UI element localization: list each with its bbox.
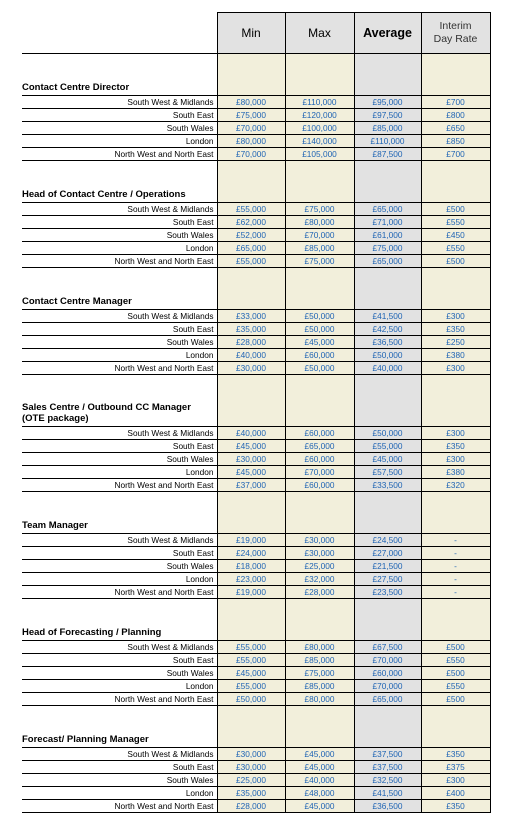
average-value: £27,500 bbox=[354, 573, 421, 586]
region-label: London bbox=[22, 242, 217, 255]
section-header-row bbox=[22, 54, 490, 96]
section-title-text: Head of Contact Centre / Operations bbox=[22, 189, 186, 200]
header-interim-day-rate: Interim Day Rate bbox=[421, 13, 490, 54]
day-rate-value: - bbox=[421, 547, 490, 560]
section-title bbox=[22, 161, 217, 203]
region-label: North West and North East bbox=[22, 586, 217, 599]
section-spacer-cell bbox=[354, 706, 421, 748]
region-label: South West & Midlands bbox=[22, 748, 217, 761]
min-value: £19,000 bbox=[217, 586, 285, 599]
table-row bbox=[22, 774, 490, 787]
header-row bbox=[22, 13, 490, 54]
max-value: £80,000 bbox=[285, 216, 354, 229]
average-value: £36,500 bbox=[354, 336, 421, 349]
region-label: South Wales bbox=[22, 229, 217, 242]
average-value: £65,000 bbox=[354, 255, 421, 268]
section-spacer-cell bbox=[285, 268, 354, 310]
day-rate-value: £550 bbox=[421, 242, 490, 255]
min-value: £75,000 bbox=[217, 109, 285, 122]
max-value: £40,000 bbox=[285, 774, 354, 787]
day-rate-value: - bbox=[421, 534, 490, 547]
day-rate-value: £700 bbox=[421, 96, 490, 109]
table-row bbox=[22, 748, 490, 761]
section-spacer-cell bbox=[421, 54, 490, 96]
section-spacer-cell bbox=[285, 161, 354, 203]
average-value: £55,000 bbox=[354, 440, 421, 453]
table-row bbox=[22, 667, 490, 680]
section-header-row bbox=[22, 599, 490, 641]
region-label: London bbox=[22, 135, 217, 148]
max-value: £60,000 bbox=[285, 349, 354, 362]
region-label: London bbox=[22, 680, 217, 693]
table-row bbox=[22, 586, 490, 599]
table-row bbox=[22, 148, 490, 161]
day-rate-value: £300 bbox=[421, 774, 490, 787]
section-spacer-cell bbox=[285, 706, 354, 748]
table-row bbox=[22, 534, 490, 547]
section-header-row bbox=[22, 375, 490, 427]
table-row bbox=[22, 547, 490, 560]
min-value: £30,000 bbox=[217, 761, 285, 774]
max-value: £45,000 bbox=[285, 761, 354, 774]
day-rate-value: - bbox=[421, 573, 490, 586]
section-spacer-cell bbox=[421, 268, 490, 310]
average-value: £75,000 bbox=[354, 242, 421, 255]
average-value: £70,000 bbox=[354, 680, 421, 693]
min-value: £55,000 bbox=[217, 680, 285, 693]
day-rate-value: £700 bbox=[421, 148, 490, 161]
average-value: £41,500 bbox=[354, 787, 421, 800]
table-row bbox=[22, 255, 490, 268]
min-value: £30,000 bbox=[217, 453, 285, 466]
region-label: South Wales bbox=[22, 122, 217, 135]
day-rate-value: £500 bbox=[421, 667, 490, 680]
region-label: South West & Midlands bbox=[22, 310, 217, 323]
day-rate-value: £350 bbox=[421, 748, 490, 761]
max-value: £28,000 bbox=[285, 586, 354, 599]
section-title bbox=[22, 599, 217, 641]
min-value: £28,000 bbox=[217, 800, 285, 813]
average-value: £32,500 bbox=[354, 774, 421, 787]
section-spacer-cell bbox=[421, 161, 490, 203]
average-value: £45,000 bbox=[354, 453, 421, 466]
max-value: £60,000 bbox=[285, 479, 354, 492]
section-spacer-cell bbox=[217, 161, 285, 203]
section-title bbox=[22, 375, 217, 427]
day-rate-value: £380 bbox=[421, 466, 490, 479]
table-row bbox=[22, 427, 490, 440]
section-title-text: Team Manager bbox=[22, 520, 88, 531]
average-value: £50,000 bbox=[354, 427, 421, 440]
section-header-row bbox=[22, 492, 490, 534]
section-spacer-cell bbox=[354, 268, 421, 310]
max-value: £60,000 bbox=[285, 427, 354, 440]
max-value: £70,000 bbox=[285, 229, 354, 242]
min-value: £23,000 bbox=[217, 573, 285, 586]
table-row bbox=[22, 654, 490, 667]
min-value: £33,000 bbox=[217, 310, 285, 323]
min-value: £18,000 bbox=[217, 560, 285, 573]
day-rate-value: £650 bbox=[421, 122, 490, 135]
section-spacer-cell bbox=[421, 599, 490, 641]
section-title bbox=[22, 54, 217, 96]
min-value: £65,000 bbox=[217, 242, 285, 255]
average-value: £24,500 bbox=[354, 534, 421, 547]
max-value: £85,000 bbox=[285, 654, 354, 667]
average-value: £61,000 bbox=[354, 229, 421, 242]
table-row bbox=[22, 349, 490, 362]
min-value: £55,000 bbox=[217, 203, 285, 216]
average-value: £65,000 bbox=[354, 203, 421, 216]
region-label: South East bbox=[22, 547, 217, 560]
region-label: North West and North East bbox=[22, 148, 217, 161]
section-spacer-cell bbox=[421, 375, 490, 427]
table-row bbox=[22, 323, 490, 336]
average-value: £70,000 bbox=[354, 654, 421, 667]
min-value: £70,000 bbox=[217, 122, 285, 135]
section-spacer-cell bbox=[217, 375, 285, 427]
section-title-text: Contact Centre Director bbox=[22, 82, 130, 93]
max-value: £32,000 bbox=[285, 573, 354, 586]
table-row bbox=[22, 362, 490, 375]
day-rate-value: £500 bbox=[421, 203, 490, 216]
section-title-text: Head of Forecasting / Planning bbox=[22, 627, 162, 638]
max-value: £85,000 bbox=[285, 242, 354, 255]
min-value: £40,000 bbox=[217, 349, 285, 362]
region-label: South Wales bbox=[22, 453, 217, 466]
average-value: £33,500 bbox=[354, 479, 421, 492]
region-label: North West and North East bbox=[22, 479, 217, 492]
region-label: London bbox=[22, 573, 217, 586]
table-row bbox=[22, 453, 490, 466]
table-row bbox=[22, 229, 490, 242]
salary-table-sheet bbox=[22, 12, 490, 813]
table-row bbox=[22, 693, 490, 706]
region-label: South West & Midlands bbox=[22, 96, 217, 109]
section-header-row bbox=[22, 268, 490, 310]
max-value: £45,000 bbox=[285, 336, 354, 349]
max-value: £70,000 bbox=[285, 466, 354, 479]
day-rate-value: £500 bbox=[421, 693, 490, 706]
section-title bbox=[22, 706, 217, 748]
day-rate-value: £300 bbox=[421, 362, 490, 375]
header-blank-cell bbox=[22, 13, 217, 54]
section-spacer-cell bbox=[285, 375, 354, 427]
header-min: Min bbox=[217, 13, 285, 54]
max-value: £60,000 bbox=[285, 453, 354, 466]
max-value: £120,000 bbox=[285, 109, 354, 122]
max-value: £50,000 bbox=[285, 310, 354, 323]
day-rate-value: - bbox=[421, 586, 490, 599]
min-value: £70,000 bbox=[217, 148, 285, 161]
table-row bbox=[22, 203, 490, 216]
average-value: £60,000 bbox=[354, 667, 421, 680]
average-value: £87,500 bbox=[354, 148, 421, 161]
day-rate-value: £300 bbox=[421, 453, 490, 466]
day-rate-value: £500 bbox=[421, 641, 490, 654]
average-value: £65,000 bbox=[354, 693, 421, 706]
average-value: £85,000 bbox=[354, 122, 421, 135]
max-value: £50,000 bbox=[285, 362, 354, 375]
section-spacer-cell bbox=[285, 599, 354, 641]
region-label: London bbox=[22, 787, 217, 800]
section-subtitle-text: (OTE package) bbox=[22, 413, 89, 424]
table-row bbox=[22, 680, 490, 693]
table-row bbox=[22, 560, 490, 573]
average-value: £36,500 bbox=[354, 800, 421, 813]
table-row bbox=[22, 135, 490, 148]
section-title bbox=[22, 492, 217, 534]
region-label: North West and North East bbox=[22, 362, 217, 375]
average-value: £95,000 bbox=[354, 96, 421, 109]
average-value: £27,000 bbox=[354, 547, 421, 560]
min-value: £37,000 bbox=[217, 479, 285, 492]
min-value: £50,000 bbox=[217, 693, 285, 706]
min-value: £28,000 bbox=[217, 336, 285, 349]
region-label: South East bbox=[22, 654, 217, 667]
min-value: £55,000 bbox=[217, 654, 285, 667]
region-label: South Wales bbox=[22, 774, 217, 787]
average-value: £37,500 bbox=[354, 761, 421, 774]
section-spacer-cell bbox=[285, 492, 354, 534]
average-value: £50,000 bbox=[354, 349, 421, 362]
day-rate-value: £550 bbox=[421, 654, 490, 667]
day-rate-value: £350 bbox=[421, 323, 490, 336]
section-spacer-cell bbox=[354, 492, 421, 534]
max-value: £45,000 bbox=[285, 800, 354, 813]
table-row bbox=[22, 109, 490, 122]
min-value: £45,000 bbox=[217, 440, 285, 453]
table-row bbox=[22, 96, 490, 109]
section-title-text: Forecast/ Planning Manager bbox=[22, 734, 149, 745]
region-label: South East bbox=[22, 323, 217, 336]
day-rate-value: £500 bbox=[421, 255, 490, 268]
day-rate-value: £320 bbox=[421, 479, 490, 492]
max-value: £140,000 bbox=[285, 135, 354, 148]
max-value: £30,000 bbox=[285, 547, 354, 560]
max-value: £100,000 bbox=[285, 122, 354, 135]
table-row bbox=[22, 216, 490, 229]
min-value: £35,000 bbox=[217, 787, 285, 800]
min-value: £24,000 bbox=[217, 547, 285, 560]
region-label: London bbox=[22, 349, 217, 362]
max-value: £85,000 bbox=[285, 680, 354, 693]
section-spacer-cell bbox=[354, 375, 421, 427]
max-value: £50,000 bbox=[285, 323, 354, 336]
section-spacer-cell bbox=[354, 54, 421, 96]
section-spacer-cell bbox=[285, 54, 354, 96]
average-value: £110,000 bbox=[354, 135, 421, 148]
average-value: £23,500 bbox=[354, 586, 421, 599]
average-value: £40,000 bbox=[354, 362, 421, 375]
min-value: £80,000 bbox=[217, 135, 285, 148]
average-value: £41,500 bbox=[354, 310, 421, 323]
region-label: North West and North East bbox=[22, 693, 217, 706]
region-label: South Wales bbox=[22, 336, 217, 349]
max-value: £45,000 bbox=[285, 748, 354, 761]
max-value: £25,000 bbox=[285, 560, 354, 573]
day-rate-value: - bbox=[421, 560, 490, 573]
day-rate-value: £300 bbox=[421, 427, 490, 440]
min-value: £52,000 bbox=[217, 229, 285, 242]
section-spacer-cell bbox=[354, 599, 421, 641]
section-spacer-cell bbox=[421, 492, 490, 534]
table-row bbox=[22, 641, 490, 654]
section-header-row bbox=[22, 706, 490, 748]
min-value: £80,000 bbox=[217, 96, 285, 109]
min-value: £55,000 bbox=[217, 255, 285, 268]
region-label: London bbox=[22, 466, 217, 479]
min-value: £30,000 bbox=[217, 362, 285, 375]
table-row bbox=[22, 310, 490, 323]
day-rate-value: £550 bbox=[421, 216, 490, 229]
min-value: £40,000 bbox=[217, 427, 285, 440]
max-value: £105,000 bbox=[285, 148, 354, 161]
min-value: £45,000 bbox=[217, 466, 285, 479]
region-label: South East bbox=[22, 216, 217, 229]
section-spacer-cell bbox=[354, 161, 421, 203]
min-value: £25,000 bbox=[217, 774, 285, 787]
table-row bbox=[22, 479, 490, 492]
table-row bbox=[22, 761, 490, 774]
min-value: £55,000 bbox=[217, 641, 285, 654]
max-value: £30,000 bbox=[285, 534, 354, 547]
day-rate-value: £850 bbox=[421, 135, 490, 148]
section-header-row bbox=[22, 161, 490, 203]
day-rate-value: £400 bbox=[421, 787, 490, 800]
min-value: £35,000 bbox=[217, 323, 285, 336]
day-rate-value: £550 bbox=[421, 680, 490, 693]
region-label: North West and North East bbox=[22, 255, 217, 268]
max-value: £75,000 bbox=[285, 667, 354, 680]
max-value: £80,000 bbox=[285, 693, 354, 706]
day-rate-value: £375 bbox=[421, 761, 490, 774]
table-row bbox=[22, 466, 490, 479]
region-label: South East bbox=[22, 109, 217, 122]
section-spacer-cell bbox=[421, 706, 490, 748]
table-row bbox=[22, 440, 490, 453]
max-value: £80,000 bbox=[285, 641, 354, 654]
average-value: £57,500 bbox=[354, 466, 421, 479]
min-value: £19,000 bbox=[217, 534, 285, 547]
section-spacer-cell bbox=[217, 492, 285, 534]
region-label: South Wales bbox=[22, 560, 217, 573]
header-average: Average bbox=[354, 13, 421, 54]
table-row bbox=[22, 122, 490, 135]
section-title-text: Sales Centre / Outbound CC Manager bbox=[22, 402, 191, 413]
day-rate-value: £800 bbox=[421, 109, 490, 122]
section-title bbox=[22, 268, 217, 310]
table-row bbox=[22, 242, 490, 255]
average-value: £67,500 bbox=[354, 641, 421, 654]
average-value: £42,500 bbox=[354, 323, 421, 336]
table-row bbox=[22, 573, 490, 586]
max-value: £75,000 bbox=[285, 203, 354, 216]
min-value: £62,000 bbox=[217, 216, 285, 229]
section-spacer-cell bbox=[217, 599, 285, 641]
max-value: £65,000 bbox=[285, 440, 354, 453]
min-value: £30,000 bbox=[217, 748, 285, 761]
header-max: Max bbox=[285, 13, 354, 54]
region-label: South West & Midlands bbox=[22, 641, 217, 654]
section-title-text: Contact Centre Manager bbox=[22, 296, 132, 307]
day-rate-value: £350 bbox=[421, 800, 490, 813]
table-row bbox=[22, 336, 490, 349]
average-value: £97,500 bbox=[354, 109, 421, 122]
day-rate-value: £450 bbox=[421, 229, 490, 242]
table-row bbox=[22, 787, 490, 800]
region-label: South West & Midlands bbox=[22, 203, 217, 216]
section-spacer-cell bbox=[217, 54, 285, 96]
average-value: £37,500 bbox=[354, 748, 421, 761]
table-row bbox=[22, 800, 490, 813]
section-spacer-cell bbox=[217, 268, 285, 310]
region-label: South West & Midlands bbox=[22, 427, 217, 440]
max-value: £48,000 bbox=[285, 787, 354, 800]
max-value: £110,000 bbox=[285, 96, 354, 109]
region-label: South East bbox=[22, 440, 217, 453]
region-label: South West & Midlands bbox=[22, 534, 217, 547]
day-rate-value: £250 bbox=[421, 336, 490, 349]
salary-table bbox=[22, 12, 491, 813]
day-rate-value: £350 bbox=[421, 440, 490, 453]
day-rate-value: £380 bbox=[421, 349, 490, 362]
average-value: £71,000 bbox=[354, 216, 421, 229]
max-value: £75,000 bbox=[285, 255, 354, 268]
min-value: £45,000 bbox=[217, 667, 285, 680]
section-spacer-cell bbox=[217, 706, 285, 748]
average-value: £21,500 bbox=[354, 560, 421, 573]
region-label: North West and North East bbox=[22, 800, 217, 813]
region-label: South East bbox=[22, 761, 217, 774]
region-label: South Wales bbox=[22, 667, 217, 680]
day-rate-value: £300 bbox=[421, 310, 490, 323]
